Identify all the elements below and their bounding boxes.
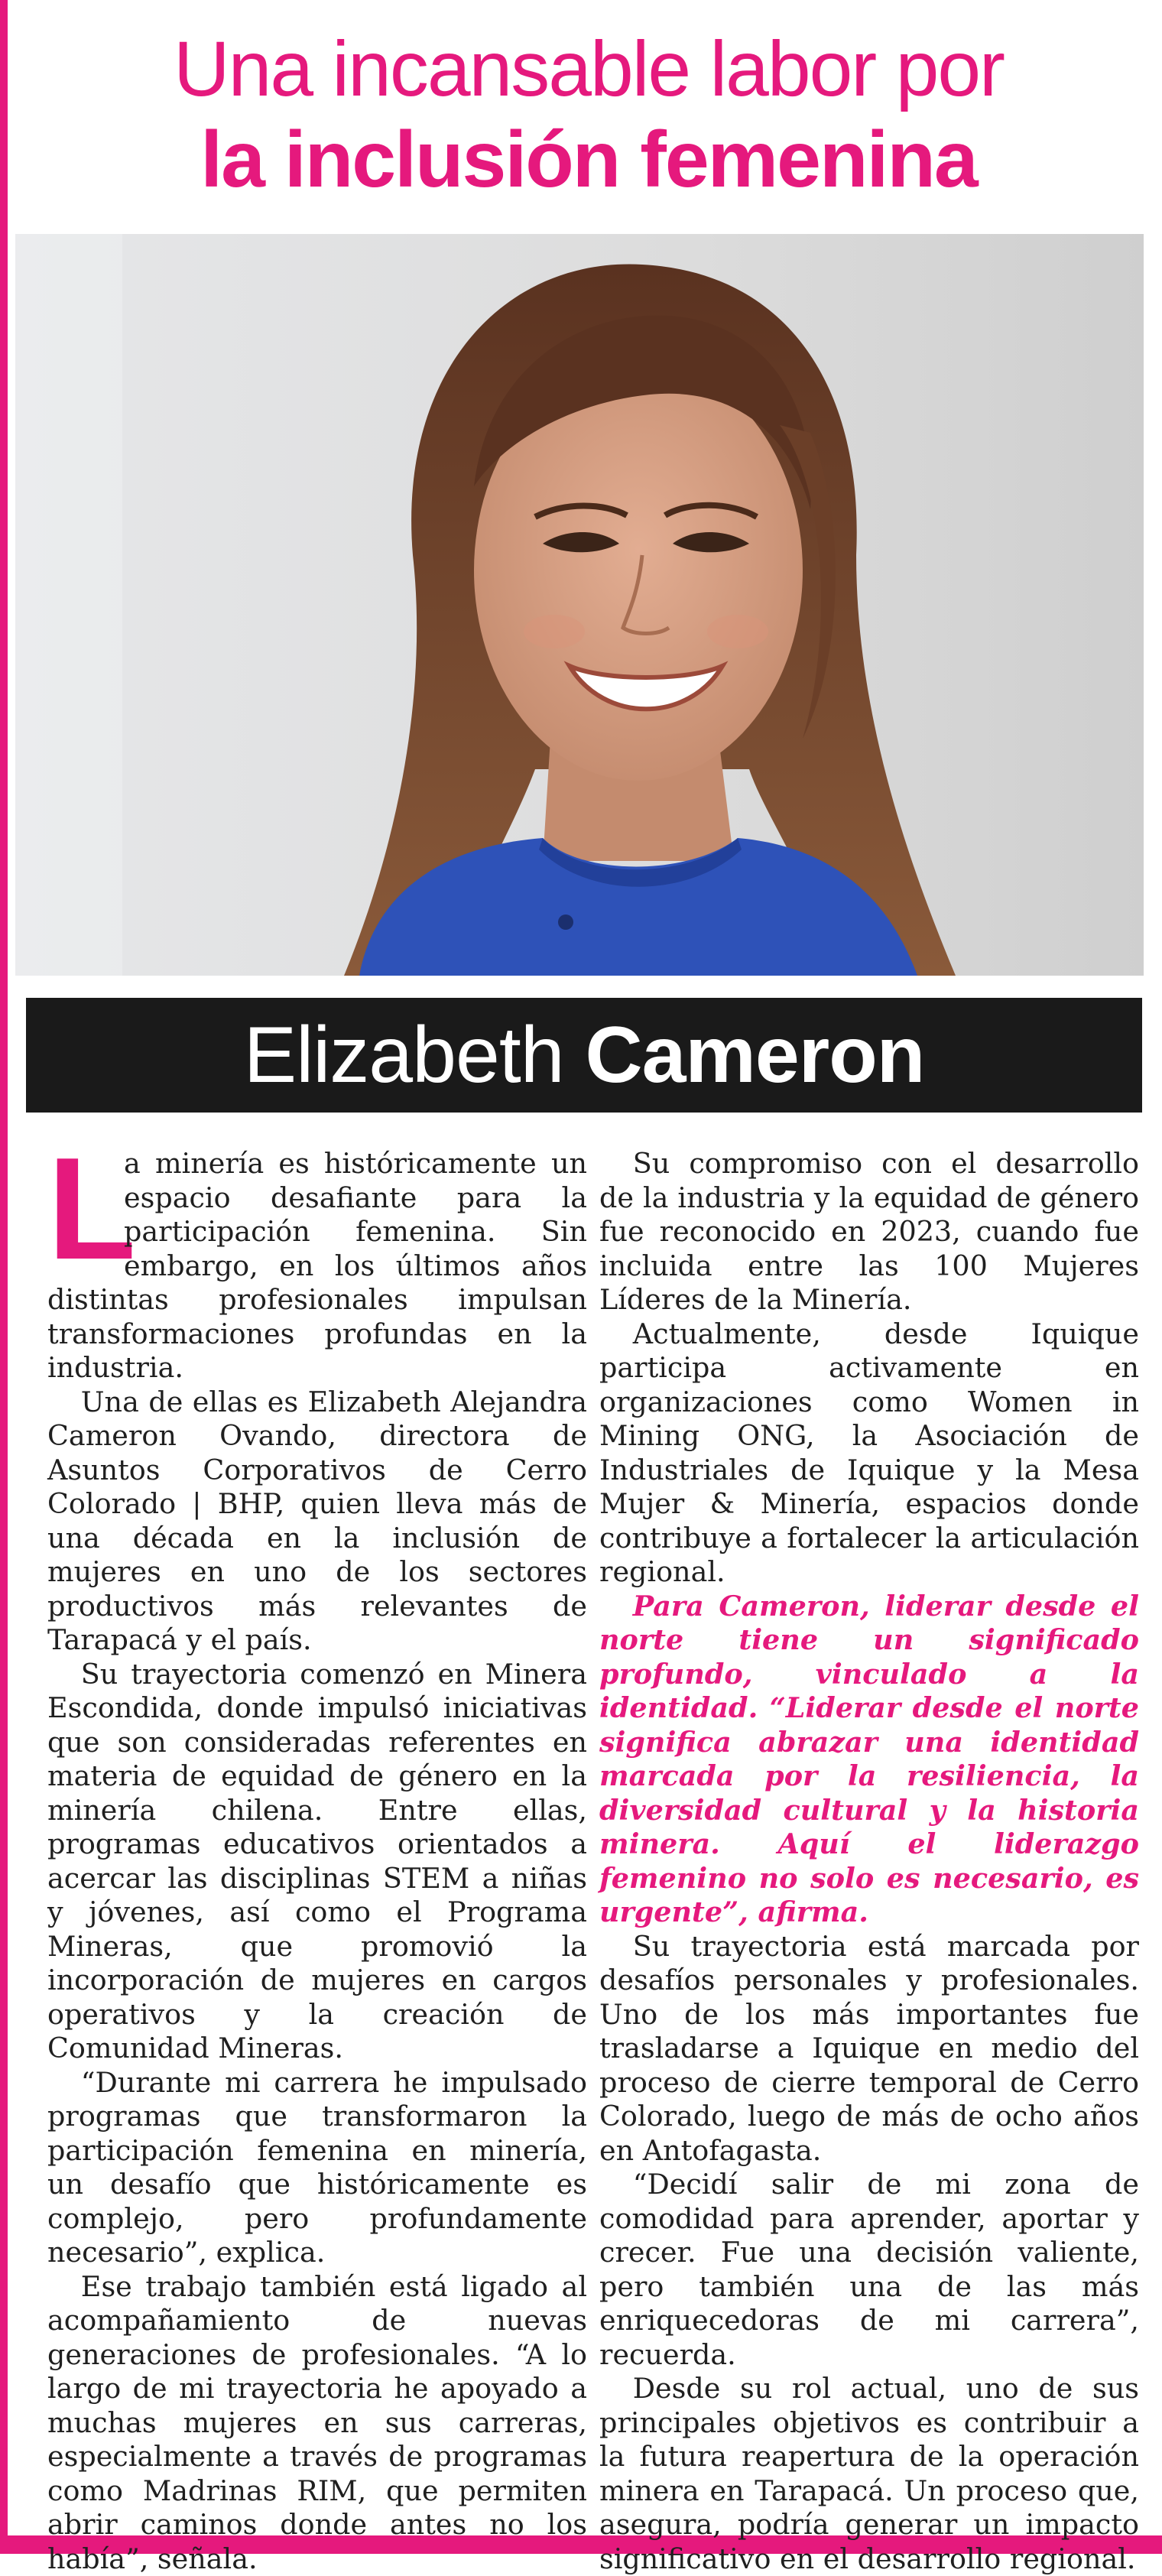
headline [15,23,1162,205]
article-column-left [47,1147,587,2576]
left-accent-bar [0,0,8,2554]
paragraph-5: Ese trabajo también está ligado al acompañamiento de nuevas generaciones de profesionales. “A lo largo de mi trayectoria he apoyado a muchas mujeres en sus carreras, especialmente a través de programas como Madrinas RIM, que permiten abrir caminos donde antes no los había”, señala. [47,2270,587,2576]
paragraph-9: Su trayectoria está marcada por desafíos personales y profesionales. Uno de los más importantes fue trasladarse a Iquique en medio del proceso de cierre temporal de Cerro Colorado, luego de más de ocho años en Antofagasta. [599,1930,1139,2168]
paragraph-3: Su trayectoria comenzó en Minera Escondida, donde impulsó iniciativas que son consideradas referentes en materia de equidad de género en la minería chilena. Entre ellas, programas educativos orientados a acercar las disciplinas STEM a niñas y jóvenes, así como el Programa Mineras, que promovió la incorporación de mujeres en cargos operativos y la creación de Comunidad Mineras. [47,1658,587,2066]
paragraph-10: “Decidí salir de mi zona de comodidad para aprender, aportar y crecer. Fue una decisión valiente, pero también una de las más enriquecedoras de mi carrera”, recuerda. [599,2168,1139,2372]
name-last: Cameron [585,1011,924,1100]
highlight-quote: Para Cameron, liderar desde el norte tiene un significado profundo, vinculado a la identidad. “Liderar desde el norte significa abrazar una identidad marcada por la resiliencia, la diversidad cultural y la historia minera. Aquí el liderazgo femenino no solo es necesario, es urgente”, afirma. [599,1590,1139,1930]
portrait-photo [15,234,1144,976]
paragraph-1 [47,1147,587,1385]
paragraph-7: Actualmente, desde Iquique participa activamente en organizaciones como Women in Mining ONG, la Asociación de Industriales de Iquique y la Mesa Mujer & Minería, espacios donde contribuye a fortalecer la articulación regional. [599,1317,1139,1590]
paragraph-2: Una de ellas es Elizabeth Alejandra Cameron Ovando, directora de Asuntos Corporativos de Cerro Colorado | BHP, quien lleva más de una década en la inclusión de mujeres en uno de los sectores productivos más relevantes de Tarapacá y el país. [47,1385,587,1658]
paragraph-4: “Durante mi carrera he impulsado programas que transformaron la participación femenina en minería, un desafío que históricamente es complejo, pero profundamente necesario”, explica. [47,2066,587,2270]
headline-line-1: Una incansable labor por [15,23,1162,115]
article-column-right [599,1147,1139,2576]
paragraph-11: Desde su rol actual, uno de sus principales objetivos es contribuir a la futura reapertura de la operación minera en Tarapacá. Un proceso que, asegura, podría generar un impacto significativo en el desarrollo regional. [599,2372,1139,2576]
paragraph-1-text: a minería es históricamente un espacio desafiante para la participación femenina. Sin embargo, en los últimos años distintas profesionales impulsan transformaciones profundas en la industria. [47,1147,587,1384]
headline-line-2: la inclusión femenina [15,115,1162,205]
name-first: Elizabeth [244,1011,564,1100]
name-banner [26,998,1142,1113]
drop-cap: L [47,1152,110,1266]
paragraph-6: Su compromiso con el desarrollo de la industria y la equidad de género fue reconocido en 2023, cuando fue incluida entre las 100 Mujeres Líderes de la Minería. [599,1147,1139,1317]
